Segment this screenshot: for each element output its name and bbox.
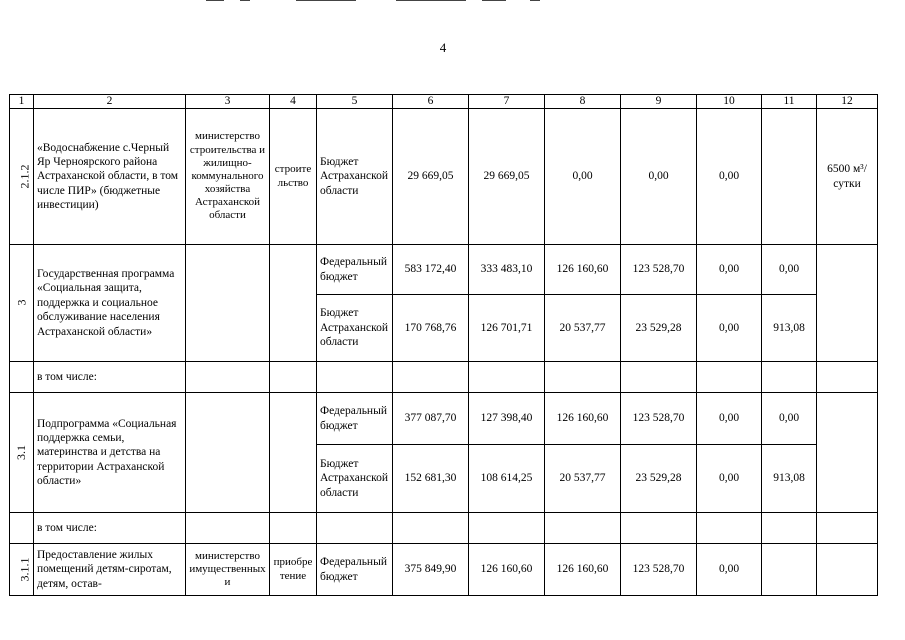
empty-cell	[317, 362, 393, 393]
row-number-cell	[10, 544, 34, 596]
work-type: приобретение	[270, 544, 317, 596]
empty-cell	[621, 513, 697, 544]
empty-cell	[393, 362, 469, 393]
executor	[186, 245, 270, 362]
value-cell: 123 528,70	[621, 393, 697, 445]
empty-cell	[762, 513, 817, 544]
empty-cell	[469, 513, 545, 544]
executor	[186, 393, 270, 513]
empty-cell	[270, 513, 317, 544]
empty-cell	[545, 362, 621, 393]
executor: министерство строительства и жилищно-коммунального хозяйства Астраханской области	[186, 109, 270, 245]
budget-table	[9, 94, 878, 596]
header-cell: 1	[10, 95, 34, 109]
value-cell: 20 537,77	[545, 295, 621, 362]
value-cell: 29 669,05	[393, 109, 469, 245]
row-number: 3.1	[14, 444, 28, 460]
value-cell: 126 160,60	[545, 245, 621, 295]
work-type	[270, 245, 317, 362]
value-cell	[762, 544, 817, 596]
value-cell: 0,00	[697, 393, 762, 445]
value-cell: 913,08	[762, 445, 817, 513]
value-cell: 0,00	[762, 393, 817, 445]
funding-source: Федеральный бюджет	[317, 393, 393, 445]
value-cell: 333 483,10	[469, 245, 545, 295]
value-cell: 0,00	[697, 295, 762, 362]
value-cell: 0,00	[545, 109, 621, 245]
value-cell: 0,00	[697, 544, 762, 596]
empty-cell	[817, 513, 878, 544]
empty-cell	[762, 362, 817, 393]
value-cell: 0,00	[697, 245, 762, 295]
value-cell: 377 087,70	[393, 393, 469, 445]
empty-cell	[317, 513, 393, 544]
value-cell: 126 160,60	[545, 544, 621, 596]
work-type	[270, 393, 317, 513]
value-cell: 23 529,28	[621, 295, 697, 362]
row-number: 3.1.1	[17, 557, 32, 582]
header-cell: 7	[469, 95, 545, 109]
value-cell: 375 849,90	[393, 544, 469, 596]
funding-source: Федеральный бюджет	[317, 544, 393, 596]
value-cell: 127 398,40	[469, 393, 545, 445]
row-number-cell	[10, 513, 34, 544]
value-cell: 108 614,25	[469, 445, 545, 513]
row-number: 3	[14, 299, 28, 306]
capacity-cell	[817, 245, 878, 362]
value-cell: 170 768,76	[393, 295, 469, 362]
empty-cell	[621, 362, 697, 393]
row-number-cell	[10, 362, 34, 393]
empty-cell	[186, 513, 270, 544]
item-name: Предоставление жилых помещений детям-сиротам, детям, остав-	[34, 544, 186, 596]
value-cell: 23 529,28	[621, 445, 697, 513]
value-cell: 0,00	[762, 245, 817, 295]
capacity-cell	[817, 393, 878, 513]
empty-cell	[393, 513, 469, 544]
empty-cell	[186, 362, 270, 393]
value-cell: 152 681,30	[393, 445, 469, 513]
row-number-cell	[10, 245, 34, 362]
header-cell: 9	[621, 95, 697, 109]
empty-cell	[697, 362, 762, 393]
funding-source: Бюджет Астраханской области	[317, 109, 393, 245]
executor: министерство имущественных и	[186, 544, 270, 596]
funding-source: Бюджет Астраханской области	[317, 445, 393, 513]
funding-source: Федеральный бюджет	[317, 245, 393, 295]
value-cell: 126 160,60	[469, 544, 545, 596]
header-row	[10, 95, 878, 109]
item-name: «Водоснабжение с.Черный Яр Черноярского района Астраханской области, в том числе ПИР» (бюджетные инвестиции)	[34, 109, 186, 245]
row-number-cell	[10, 393, 34, 513]
header-cell: 6	[393, 95, 469, 109]
subtotal-label: в том числе:	[34, 362, 186, 393]
item-name: Подпрограмма «Социальная поддержка семьи, материнства и детства на территории Астраханской области»	[34, 393, 186, 513]
value-cell: 29 669,05	[469, 109, 545, 245]
table-row	[10, 362, 878, 393]
table-row	[10, 544, 878, 596]
item-name: Государственная программа «Социальная защита, поддержка и социальное обслуживание населения Астраханской области»	[34, 245, 186, 362]
empty-cell	[469, 362, 545, 393]
table-row	[10, 393, 878, 445]
value-cell	[762, 109, 817, 245]
capacity-cell	[817, 544, 878, 596]
header-cell: 11	[762, 95, 817, 109]
empty-cell	[697, 513, 762, 544]
value-cell: 0,00	[621, 109, 697, 245]
header-cell: 5	[317, 95, 393, 109]
work-type: строительство	[270, 109, 317, 245]
capacity-cell: 6500 м³/сутки	[817, 109, 878, 245]
value-cell: 126 160,60	[545, 393, 621, 445]
table-row	[10, 109, 878, 245]
header-cell: 8	[545, 95, 621, 109]
page-number: 4	[439, 40, 447, 55]
top-scan-marks	[200, 0, 560, 6]
header-cell: 12	[817, 95, 878, 109]
value-cell: 913,08	[762, 295, 817, 362]
table-row	[10, 245, 878, 295]
table-row	[10, 513, 878, 544]
value-cell: 20 537,77	[545, 445, 621, 513]
empty-cell	[270, 362, 317, 393]
value-cell: 126 701,71	[469, 295, 545, 362]
value-cell: 0,00	[697, 445, 762, 513]
subtotal-label: в том числе:	[34, 513, 186, 544]
header-cell: 3	[186, 95, 270, 109]
funding-source: Бюджет Астраханской области	[317, 295, 393, 362]
header-cell: 10	[697, 95, 762, 109]
header-cell: 2	[34, 95, 186, 109]
header-cell: 4	[270, 95, 317, 109]
empty-cell	[817, 362, 878, 393]
value-cell: 0,00	[697, 109, 762, 245]
value-cell: 583 172,40	[393, 245, 469, 295]
value-cell: 123 528,70	[621, 245, 697, 295]
value-cell: 123 528,70	[621, 544, 697, 596]
row-number: 2.1.2	[17, 164, 32, 189]
empty-cell	[545, 513, 621, 544]
row-number-cell	[10, 109, 34, 245]
